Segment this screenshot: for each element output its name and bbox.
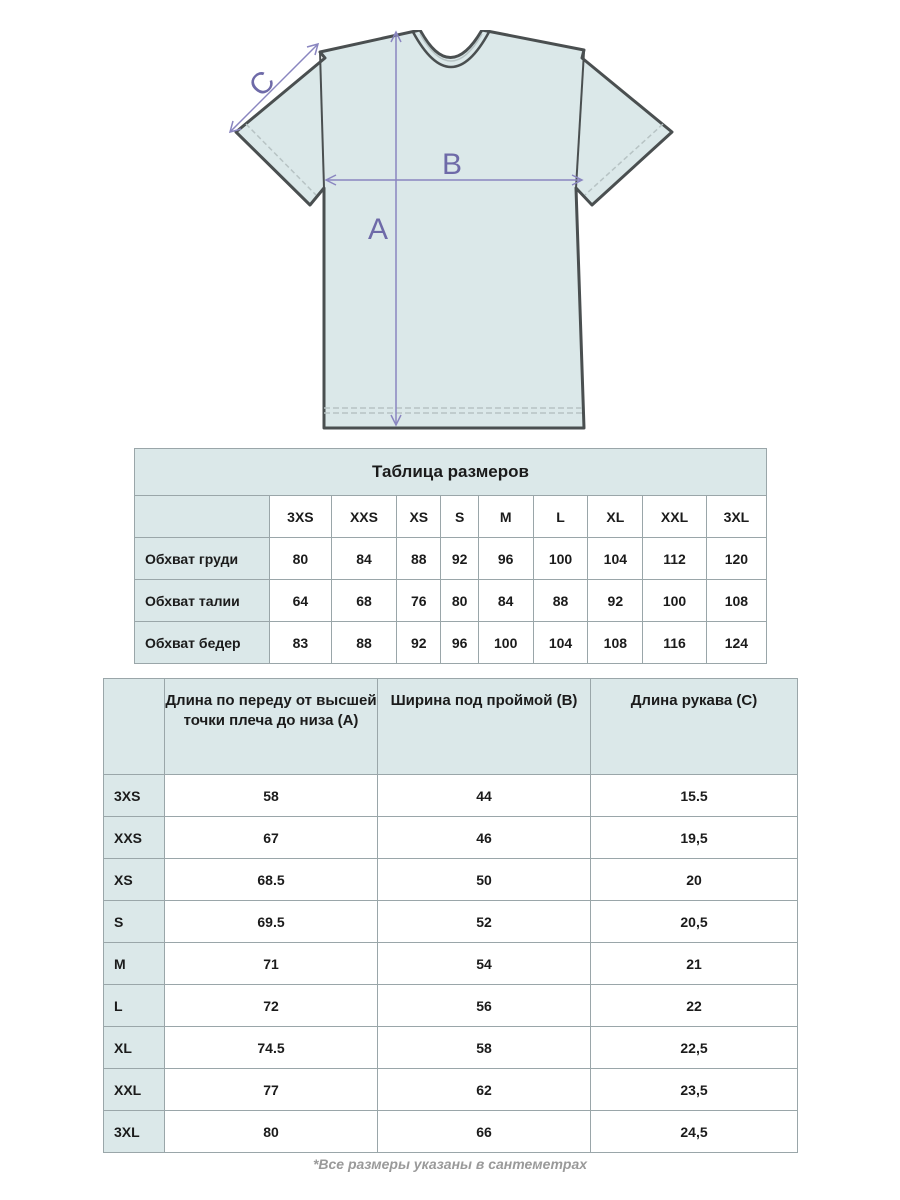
table-cell: 88 (533, 580, 588, 622)
header-width-b: Ширина под проймой (В) (378, 679, 591, 775)
table-cell: 84 (478, 580, 533, 622)
table-cell: 120 (706, 538, 766, 580)
table-cell: 62 (378, 1069, 591, 1111)
header-length-a: Длина по переду от высшей точки плеча до низа (А) (165, 679, 378, 775)
table-cell: 22,5 (591, 1027, 798, 1069)
table-cell: 22 (591, 985, 798, 1027)
table-cell: 116 (643, 622, 707, 664)
size-header-cell: 3XL (706, 496, 766, 538)
table-row (104, 775, 798, 817)
table-row (104, 985, 798, 1027)
row-label: Обхват груди (135, 538, 270, 580)
row-label: Обхват талии (135, 580, 270, 622)
table-cell: 104 (533, 622, 588, 664)
table-row (135, 622, 767, 664)
table-cell: 24,5 (591, 1111, 798, 1153)
table-row (104, 859, 798, 901)
size-label: 3XL (104, 1111, 165, 1153)
table-cell: 69.5 (165, 901, 378, 943)
size-header-corner (135, 496, 270, 538)
table-cell: 72 (165, 985, 378, 1027)
table-cell: 56 (378, 985, 591, 1027)
size-header-cell: L (533, 496, 588, 538)
table-cell: 84 (331, 538, 396, 580)
size-header-cell: XXS (331, 496, 396, 538)
table-cell: 92 (441, 538, 478, 580)
size-label: XS (104, 859, 165, 901)
table-cell: 68 (331, 580, 396, 622)
table-cell: 74.5 (165, 1027, 378, 1069)
size-header-cell: M (478, 496, 533, 538)
table-cell: 83 (270, 622, 332, 664)
table-cell: 23,5 (591, 1069, 798, 1111)
table-cell: 108 (706, 580, 766, 622)
table-cell: 96 (478, 538, 533, 580)
header-sleeve-c: Длина рукава (С) (591, 679, 798, 775)
tshirt-diagram (220, 30, 680, 435)
table-row (104, 1027, 798, 1069)
table-cell: 100 (533, 538, 588, 580)
table-row (104, 901, 798, 943)
table-cell: 100 (478, 622, 533, 664)
table-row (104, 943, 798, 985)
table-cell: 66 (378, 1111, 591, 1153)
table-cell: 50 (378, 859, 591, 901)
table-cell: 108 (588, 622, 643, 664)
table-cell: 58 (378, 1027, 591, 1069)
size-label: 3XS (104, 775, 165, 817)
table-cell: 76 (397, 580, 441, 622)
table-row (104, 817, 798, 859)
size-label: XXS (104, 817, 165, 859)
size-header-cell: 3XS (270, 496, 332, 538)
table-cell: 124 (706, 622, 766, 664)
table-cell: 100 (643, 580, 707, 622)
size-header-cell: XS (397, 496, 441, 538)
measure-c-label: C (242, 64, 282, 104)
measure-b-label: B (442, 148, 463, 181)
table-cell: 71 (165, 943, 378, 985)
size-label: XXL (104, 1069, 165, 1111)
table-cell: 54 (378, 943, 591, 985)
table-row (104, 1069, 798, 1111)
size-header-cell: S (441, 496, 478, 538)
footnote: *Все размеры указаны в сантеметрах (312, 1156, 588, 1172)
table-cell: 44 (378, 775, 591, 817)
table-row (104, 1111, 798, 1153)
size-table (134, 448, 767, 664)
size-label: M (104, 943, 165, 985)
table-cell: 77 (165, 1069, 378, 1111)
table-cell: 58 (165, 775, 378, 817)
size-label: L (104, 985, 165, 1027)
size-table-title: Таблица размеров (135, 449, 767, 496)
table-cell: 88 (397, 538, 441, 580)
table-cell: 15.5 (591, 775, 798, 817)
table-cell: 96 (441, 622, 478, 664)
table-cell: 92 (397, 622, 441, 664)
tshirt-outline (236, 30, 672, 428)
table-cell: 21 (591, 943, 798, 985)
measurement-table (103, 678, 798, 1153)
size-header-cell: XXL (643, 496, 707, 538)
table-cell: 20,5 (591, 901, 798, 943)
table-cell: 80 (441, 580, 478, 622)
table-cell: 19,5 (591, 817, 798, 859)
measure-a-label: A (368, 213, 389, 246)
table-cell: 88 (331, 622, 396, 664)
measure-header-row (104, 679, 798, 775)
size-label: S (104, 901, 165, 943)
size-header-cell: XL (588, 496, 643, 538)
row-label: Обхват бедер (135, 622, 270, 664)
table-cell: 52 (378, 901, 591, 943)
table-cell: 46 (378, 817, 591, 859)
table-cell: 67 (165, 817, 378, 859)
measure-header-corner (104, 679, 165, 775)
table-cell: 92 (588, 580, 643, 622)
table-cell: 64 (270, 580, 332, 622)
table-cell: 20 (591, 859, 798, 901)
table-row (135, 538, 767, 580)
size-label: XL (104, 1027, 165, 1069)
table-cell: 80 (165, 1111, 378, 1153)
table-cell: 68.5 (165, 859, 378, 901)
table-cell: 112 (643, 538, 707, 580)
table-cell: 104 (588, 538, 643, 580)
size-header-row (135, 496, 767, 538)
table-row (135, 580, 767, 622)
table-cell: 80 (270, 538, 332, 580)
